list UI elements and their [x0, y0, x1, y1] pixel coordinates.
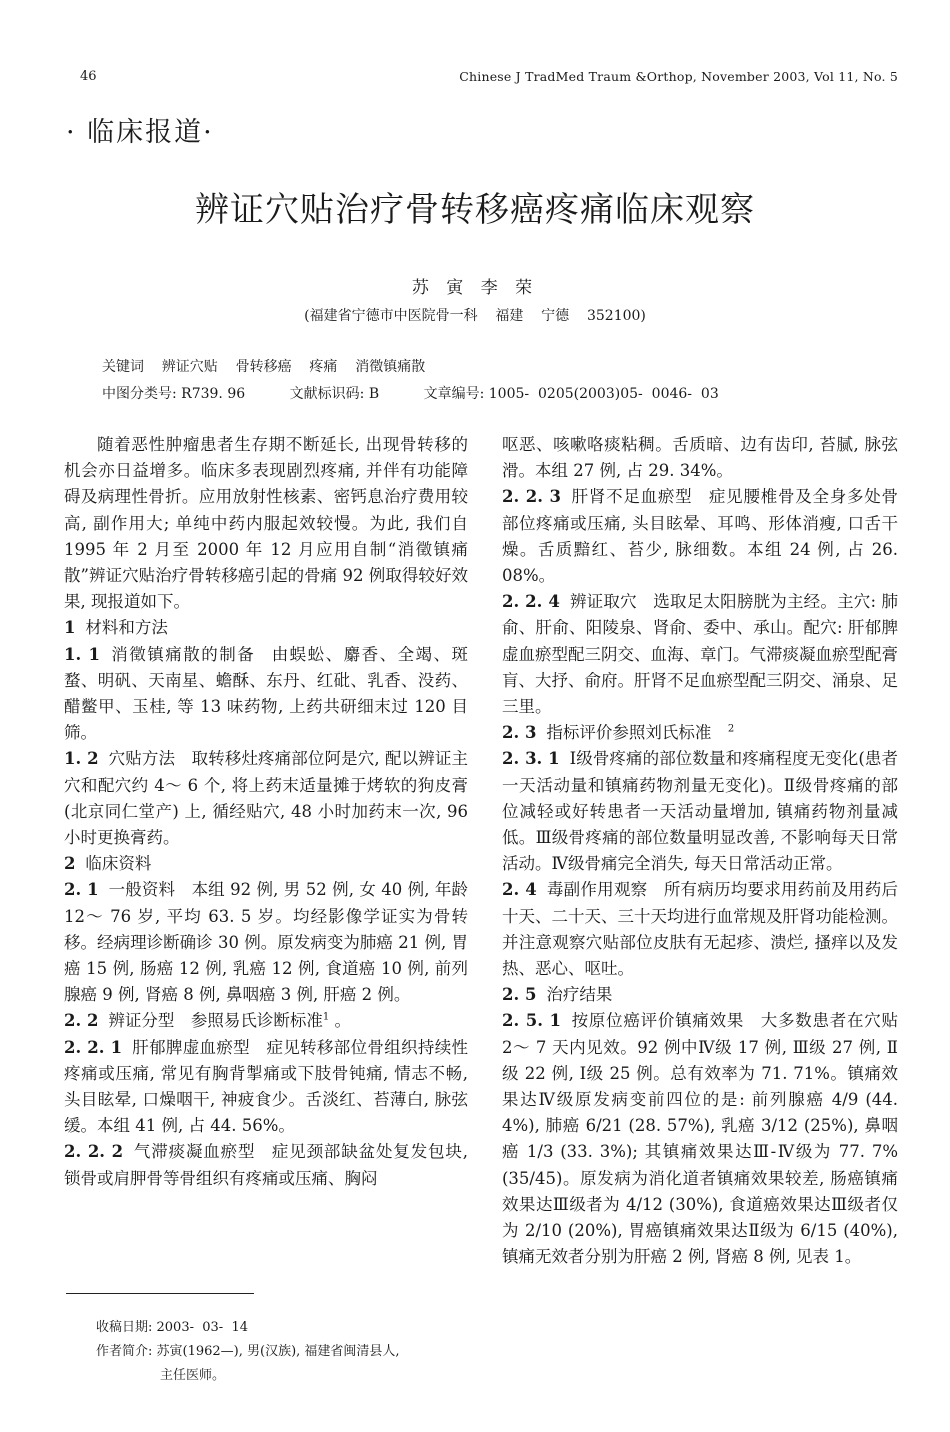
section-heading: 材料和方法: [85, 618, 168, 638]
section-heading: 临床资料: [85, 854, 152, 874]
paragraph-text: 随着恶性肿瘤患者生存期不断延长, 出现骨转移的机会亦日益增多。临床多表现剧烈疼痛, 并伴有功能障碍及病理性骨折。应用放射性核素、密钙息治疗费用较高, 副作用大; 单纯中药内服起效较慢。为此, 我们自 1995 年 2 月至 2000 年 12 月应用自制“消徵镇痛散”辨证穴贴治疗骨转移癌引起的骨痛 92 例取得较好效果, 现报道如下。: [64, 435, 468, 612]
paragraph-text: 呕恶、咳嗽咯痰粘稠。舌质暗、边有齿印, 苔腻, 脉弦滑。本组 27 例, 占 29. 34%。: [502, 435, 898, 481]
section-heading: 气滞痰凝血瘀型: [133, 1142, 256, 1162]
section-number: 2. 4: [502, 880, 537, 900]
section-paragraph: [64, 746, 468, 851]
section-paragraph: [502, 746, 898, 877]
section-paragraph: [64, 851, 468, 877]
right-column: [502, 432, 898, 1271]
paragraph-text: 症见转移部位骨组织持续性疼痛或压痛, 常见有胸背掣痛或下肢骨钝痛, 情志不畅, 头目眩晕, 口燥咽干, 神疲食少。舌淡红、苔薄白, 脉弦缓。本组 41 例, 占 44. 56%。: [64, 1037, 469, 1136]
section-number: 2. 2. 3: [502, 487, 561, 507]
section-paragraph: [64, 615, 468, 641]
paragraph-text: Ⅰ级骨疼痛的部位数量和疼痛程度无变化(患者一天活动量和镇痛药物剂量无变化)。Ⅱ级骨疼痛的部位减轻或好转患者一天活动量增加, 镇痛药物剂量减低。Ⅲ级骨疼痛的部位数量明显改善, 不影响每天日常活动。Ⅳ级骨痛完全消失, 每天日常活动正常。: [502, 749, 898, 874]
paragraph-text: 症见腰椎骨及全身多处骨部位疼痛或压痛, 头目眩晕、耳鸣、形体消瘦, 口舌干燥。舌质黯红、苔少, 脉细数。本组 24 例, 占 26. 08%。: [502, 487, 899, 586]
authors: 苏 寅 李 荣: [411, 278, 539, 298]
section-number: 2. 2. 1: [64, 1037, 123, 1057]
section-heading: 一般资料: [108, 880, 176, 900]
section-number: 2. 3: [502, 723, 537, 743]
section-heading: 指标评价参照刘氏标准: [546, 723, 712, 743]
left-column: [64, 432, 468, 1192]
section-heading: 消徵镇痛散的制备: [109, 644, 256, 664]
citation-superscript: 2: [727, 723, 735, 735]
section-heading: 肝肾不足血瘀型: [570, 487, 693, 507]
section-number: 2. 2. 2: [64, 1142, 124, 1162]
section-number: 2: [64, 854, 76, 874]
paragraph-text: 大多数患者在穴贴 2～ 7 天内见效。92 例中Ⅳ级 17 例, Ⅲ级 27 例, Ⅱ级 22 例, Ⅰ级 25 例。总有效率为 71. 71%。镇痛效果达Ⅳ级原发病变前四位的是: 前列腺癌 4/9 (44. 4%), 肺癌 6/21 (28. 57%), 乳癌 3/12 (25%), 鼻咽癌 1/3 (33. 3%); 其镇痛效果达Ⅲ-Ⅳ级为 77. 7% (35/45)。原发病为消化道者镇痛效果较差, 肠癌镇痛效果达Ⅲ级者为 4/12 (30%), 食道癌效果达Ⅲ级者仅为 2/10 (20%), 胃癌镇痛效果达Ⅱ级为 6/15 (40%), 镇痛无效者分别为肝癌 2 例, 肾癌 8 例, 见表 1。: [502, 1011, 899, 1267]
section-heading: 穴贴方法: [108, 749, 176, 769]
section-heading: 毒副作用观察: [546, 880, 648, 900]
section-number: 2. 5: [502, 985, 537, 1005]
paragraph-text: 取转移灶疼痛部位阿是穴, 配以辨证主穴和配穴约 4～ 6 个, 将上药末适量摊于烤软的狗皮膏 (北京同仁堂产) 上, 循经贴穴, 48 小时加药末一次, 96 小时更换膏药。: [64, 749, 468, 848]
keywords: 关键词 辨证穴贴 骨转移癌 疼痛 消徵镇痛散: [102, 359, 426, 375]
section-paragraph: [502, 982, 898, 1008]
paragraph-tail: 。: [329, 1011, 351, 1031]
section-paragraph: [64, 877, 468, 1008]
section-number: 2. 2. 4: [502, 592, 560, 612]
section-paragraph: [502, 484, 898, 589]
section-number: 2. 2: [64, 1011, 99, 1031]
section-heading: 肝郁脾虚血瘀型: [131, 1037, 251, 1057]
footnote-author-bio: 作者简介: 苏寅(1962—), 男(汉族), 福建省闽清县人,: [96, 1344, 400, 1359]
section-paragraph: [502, 877, 898, 982]
section-paragraph: [502, 589, 898, 720]
column-tag: · 临床报道·: [66, 117, 214, 148]
paragraph-text: 所有病历均要求用药前及用药后十天、二十天、三十天均进行血常规及肝肾功能检测。并注意观察穴贴部位皮肤有无起疹、溃烂, 搔痒以及发热、恶心、呕吐。: [502, 880, 899, 979]
section-paragraph: [64, 1008, 468, 1034]
classification-line: 中图分类号: R739. 96 文献标识码: B 文章编号: 1005- 0205(2003)05- 0046- 03: [102, 386, 719, 402]
citation-superscript: 1: [322, 1011, 330, 1023]
section-number: 2. 5. 1: [502, 1011, 561, 1031]
paragraph-text: 由蜈蚣、麝香、全竭、斑蝥、明矾、天南星、蟾酥、东丹、红砒、乳香、没药、醋鳖甲、玉桂, 等 13 味药物, 上药共研细末过 120 目筛。: [64, 644, 469, 743]
section-paragraph: [64, 1139, 468, 1191]
section-paragraph: [502, 1008, 898, 1270]
section-number: 1. 1: [64, 644, 100, 664]
footnote-rule: [66, 1293, 254, 1294]
body-paragraph: [502, 432, 898, 484]
article-title: 辨证穴贴治疗骨转移癌疼痛临床观察: [195, 190, 755, 230]
section-heading: 辨证分型: [108, 1011, 175, 1031]
section-paragraph: [64, 642, 468, 747]
section-heading: 辨证取穴: [569, 592, 637, 612]
paragraph-text: 选取足太阳膀胱为主经。主穴: 肺俞、肝俞、阳陵泉、肾俞、委中、承山。配穴: 肝郁脾虚血瘀型配三阴交、血海、章门。气滞痰凝血瘀型配膏肓、大抒、俞府。肝肾不足血瘀型配三阴交、涌泉、足三里。: [502, 592, 899, 717]
section-paragraph: [64, 1035, 468, 1140]
section-number: 2. 1: [64, 880, 99, 900]
section-heading: 治疗结果: [546, 985, 613, 1005]
section-heading: 按原位癌评价镇痛效果: [570, 1011, 745, 1031]
paragraph-text: 参照易氏诊断标准: [190, 1011, 323, 1031]
page-number: 46: [80, 69, 97, 84]
section-number: 2. 3. 1: [502, 749, 560, 769]
footnote-author-title: 主任医师。: [160, 1368, 226, 1383]
section-number: 1. 2: [64, 749, 99, 769]
running-head: Chinese J TradMed Traum &Orthop, November 2003, Vol 11, No. 5: [459, 69, 898, 84]
paragraph-text: 本组 92 例, 男 52 例, 女 40 例, 年龄 12～ 76 岁, 平均 63. 5 岁。均经影像学证实为骨转移。经病理诊断确诊 30 例。原发病变为肺癌 21 例, 胃癌 15 例, 肠癌 12 例, 乳癌 12 例, 食道癌 10 例, 前列腺癌 9 例, 肾癌 8 例, 鼻咽癌 3 例, 肝癌 2 例。: [64, 880, 468, 1005]
affiliation: (福建省宁德市中医院骨一科 福建 宁德 352100): [304, 308, 646, 324]
section-paragraph: [502, 720, 898, 746]
footnote-received: 收稿日期: 2003- 03- 14: [96, 1320, 248, 1335]
section-number: 1: [64, 618, 76, 638]
paragraph-text: 症见颈部缺盆处复发包块, 锁骨或肩胛骨等骨组织有疼痛或压痛、胸闷: [64, 1142, 469, 1188]
body-paragraph: [64, 432, 468, 615]
